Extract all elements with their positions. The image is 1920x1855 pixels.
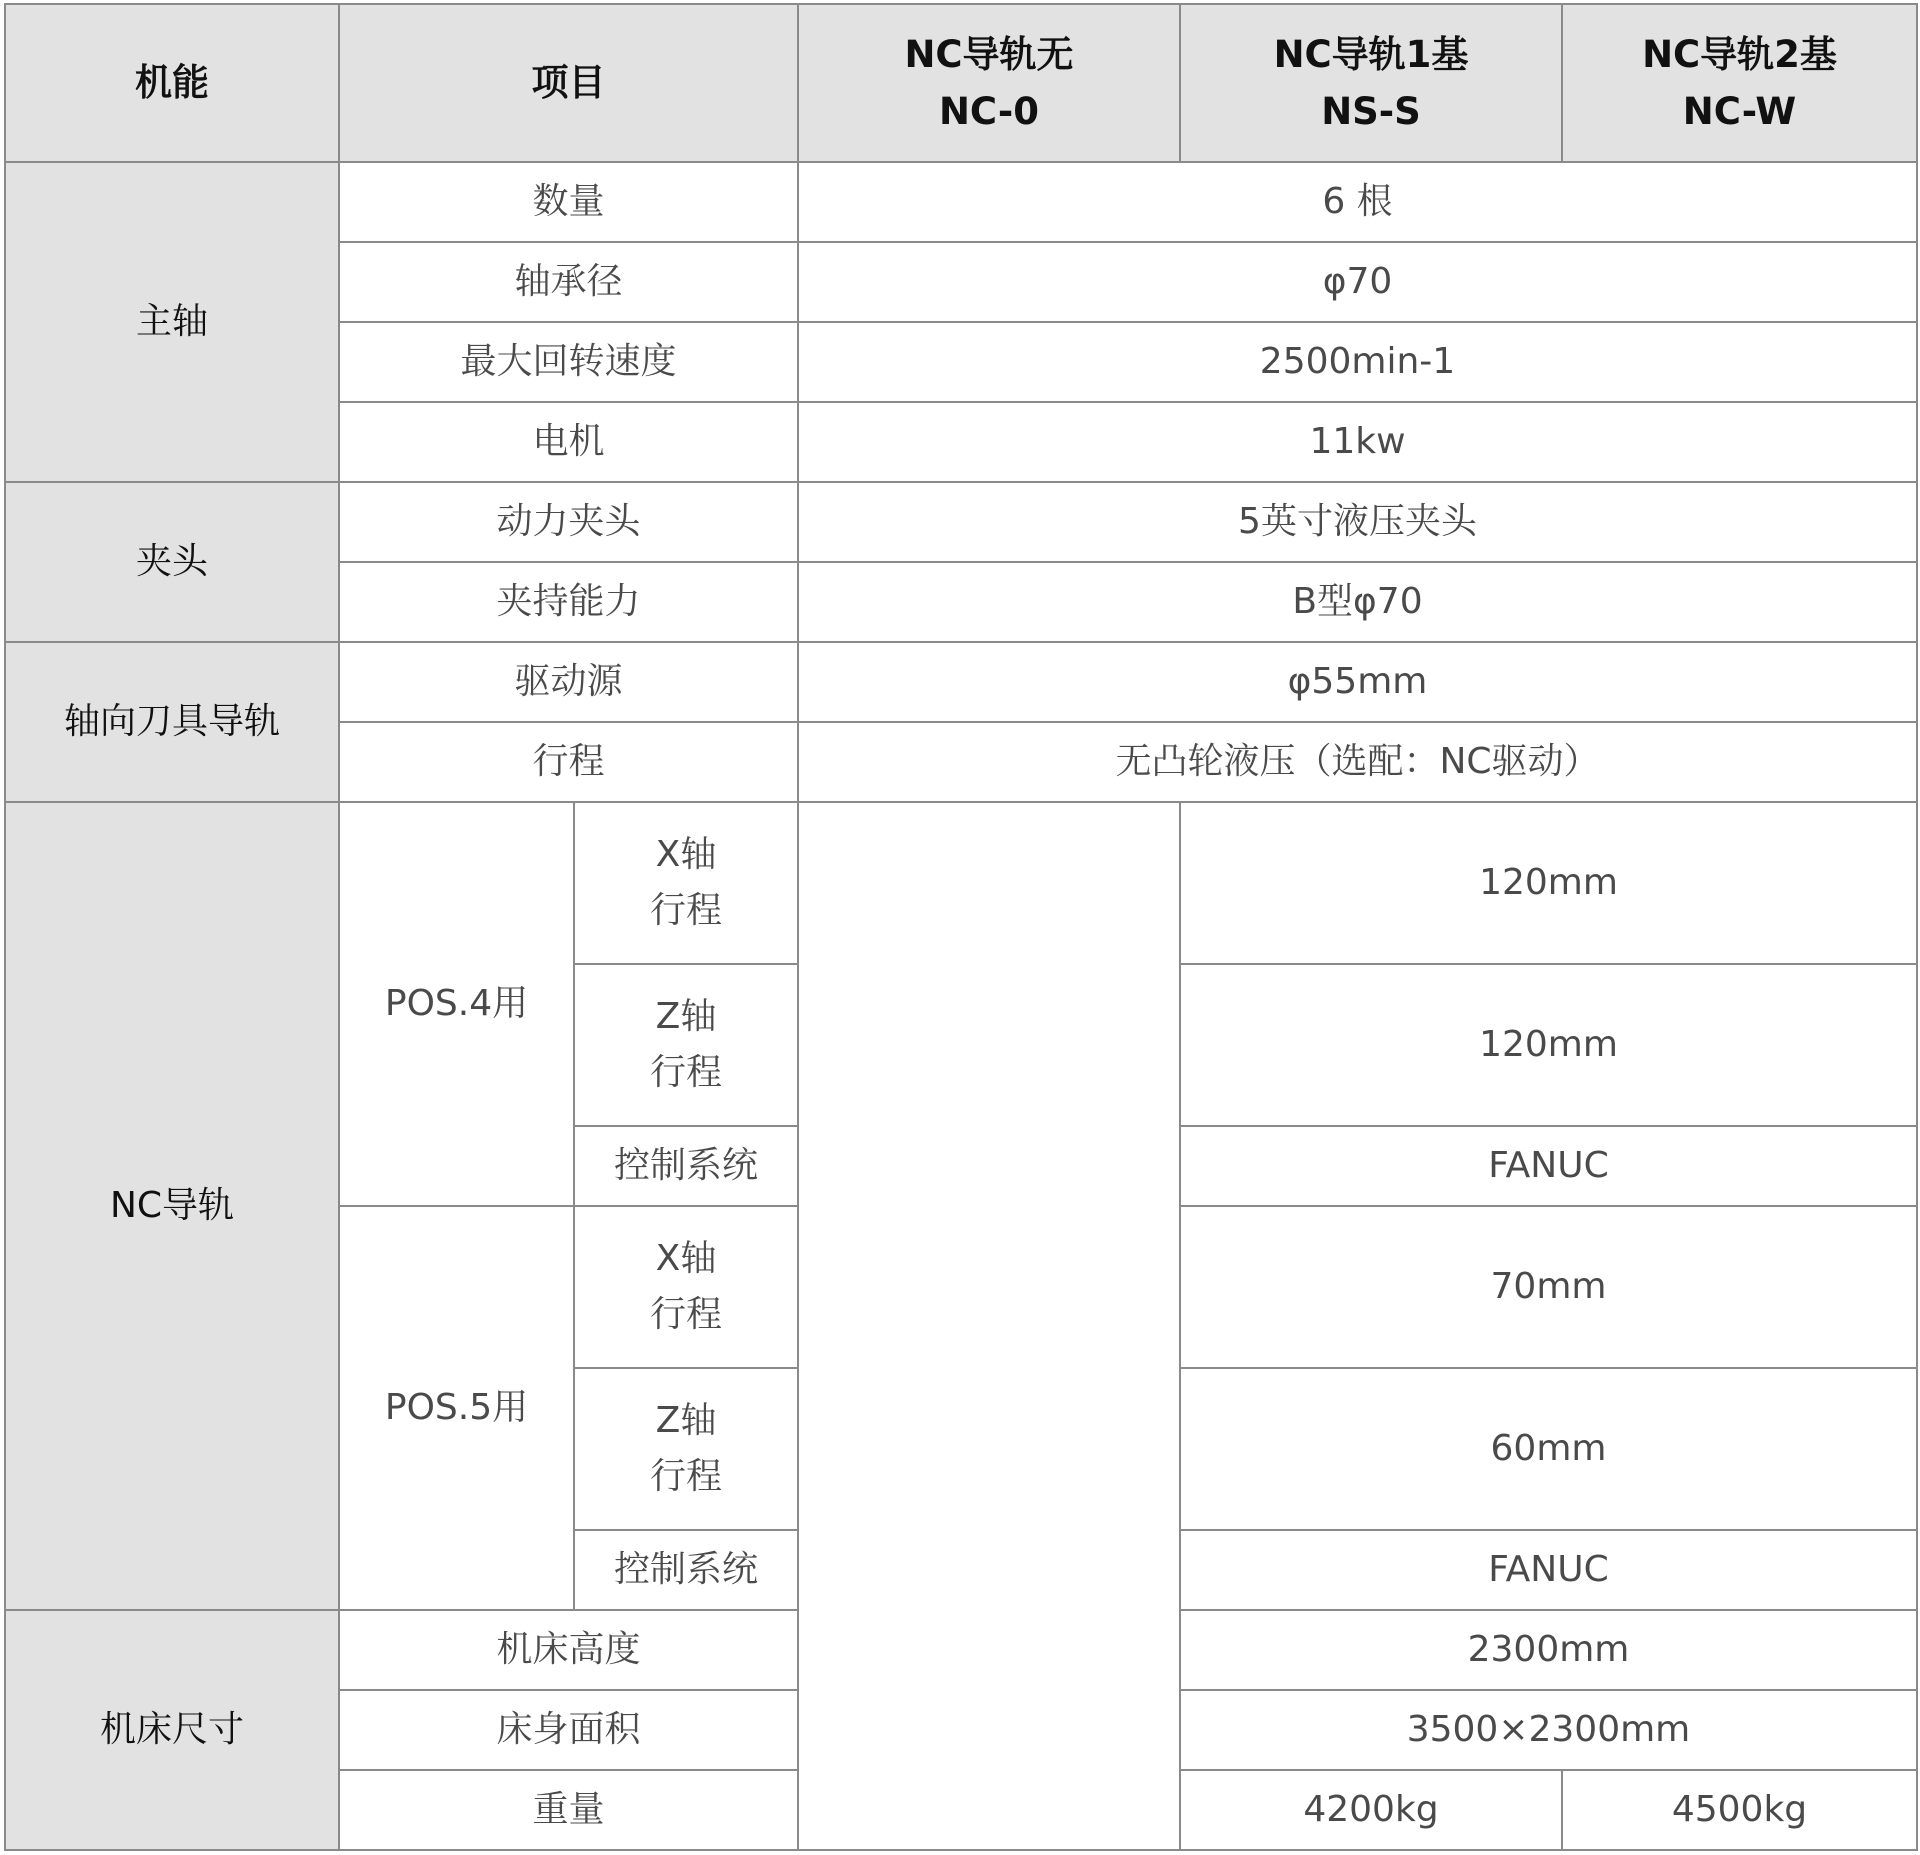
nc0-blank-cell bbox=[798, 802, 1180, 1850]
pos4-z-value: 120mm bbox=[1180, 964, 1917, 1126]
category-nc-slide: NC导轨 bbox=[5, 802, 339, 1610]
row-value: 无凸轮液压（选配：NC驱动） bbox=[798, 722, 1917, 802]
row-value: B型φ70 bbox=[798, 562, 1917, 642]
row-label: 驱动源 bbox=[339, 642, 798, 722]
pos5-z-axis: Z轴 bbox=[655, 1400, 717, 1442]
pos5-z-axis-label bbox=[574, 1368, 798, 1530]
header-nss-line1: NC导轨1基 bbox=[1273, 32, 1469, 76]
pos4-z-axis: Z轴 bbox=[655, 996, 717, 1038]
pos5-x-axis-label bbox=[574, 1206, 798, 1368]
row-value: 5英寸液压夹头 bbox=[798, 482, 1917, 562]
pos5-x-axis: X轴 bbox=[655, 1238, 717, 1280]
header-item: 项目 bbox=[339, 4, 798, 162]
pos4-x-value: 120mm bbox=[1180, 802, 1917, 964]
row-value: φ70 bbox=[798, 242, 1917, 322]
weight-label: 重量 bbox=[339, 1770, 798, 1850]
row-label: 最大回转速度 bbox=[339, 322, 798, 402]
row-label: 轴承径 bbox=[339, 242, 798, 322]
header-function: 机能 bbox=[5, 4, 339, 162]
header-nss-line2: NS-S bbox=[1321, 90, 1421, 133]
category-spindle: 主轴 bbox=[5, 162, 339, 482]
pos5-control-value: FANUC bbox=[1180, 1530, 1917, 1610]
spec-table bbox=[4, 3, 1918, 1851]
row-value: 2500min-1 bbox=[798, 322, 1917, 402]
category-machine-size: 机床尺寸 bbox=[5, 1610, 339, 1850]
area-label: 床身面积 bbox=[339, 1690, 798, 1770]
pos4-x-stroke: 行程 bbox=[649, 890, 722, 931]
table-row bbox=[5, 162, 1917, 242]
row-label: 夹持能力 bbox=[339, 562, 798, 642]
header-ncw-line1: NC导轨2基 bbox=[1642, 32, 1837, 76]
pos5-z-value: 60mm bbox=[1180, 1368, 1917, 1530]
pos4-control-value: FANUC bbox=[1180, 1126, 1917, 1206]
header-ncw bbox=[1562, 4, 1917, 162]
row-value: φ55mm bbox=[798, 642, 1917, 722]
pos5-control-label: 控制系统 bbox=[574, 1530, 798, 1610]
table-row bbox=[5, 802, 1917, 964]
header-nss bbox=[1180, 4, 1562, 162]
header-ncw-line2: NC-W bbox=[1682, 90, 1797, 133]
header-nc0-line2: NC-0 bbox=[938, 90, 1040, 133]
row-label: 动力夹头 bbox=[339, 482, 798, 562]
height-value: 2300mm bbox=[1180, 1610, 1917, 1690]
pos5-z-stroke: 行程 bbox=[649, 1456, 722, 1497]
pos4-label: POS.4用 bbox=[339, 802, 574, 1206]
weight-nss: 4500kg bbox=[1562, 1770, 1917, 1850]
row-label: 电机 bbox=[339, 402, 798, 482]
pos5-x-stroke: 行程 bbox=[649, 1294, 722, 1335]
area-value: 3500×2300mm bbox=[1180, 1690, 1917, 1770]
row-value: 11kw bbox=[798, 402, 1917, 482]
row-label: 行程 bbox=[339, 722, 798, 802]
height-label: 机床高度 bbox=[339, 1610, 798, 1690]
table-row bbox=[5, 642, 1917, 722]
table-row bbox=[5, 482, 1917, 562]
row-value: 6 根 bbox=[798, 162, 1917, 242]
weight-nc0: 4200kg bbox=[1180, 1770, 1562, 1850]
pos4-x-axis: X轴 bbox=[655, 834, 717, 876]
pos4-z-axis-label bbox=[574, 964, 798, 1126]
category-axial-tool: 轴向刀具导轨 bbox=[5, 642, 339, 802]
pos5-label: POS.5用 bbox=[339, 1206, 574, 1610]
pos5-x-value: 70mm bbox=[1180, 1206, 1917, 1368]
header-nc0 bbox=[798, 4, 1180, 162]
pos4-control-label: 控制系统 bbox=[574, 1126, 798, 1206]
row-label: 数量 bbox=[339, 162, 798, 242]
header-row bbox=[5, 4, 1917, 162]
header-nc0-line1: NC导轨无 bbox=[904, 32, 1074, 76]
pos4-z-stroke: 行程 bbox=[649, 1052, 722, 1093]
category-chuck: 夹头 bbox=[5, 482, 339, 642]
pos4-x-axis-label bbox=[574, 802, 798, 964]
